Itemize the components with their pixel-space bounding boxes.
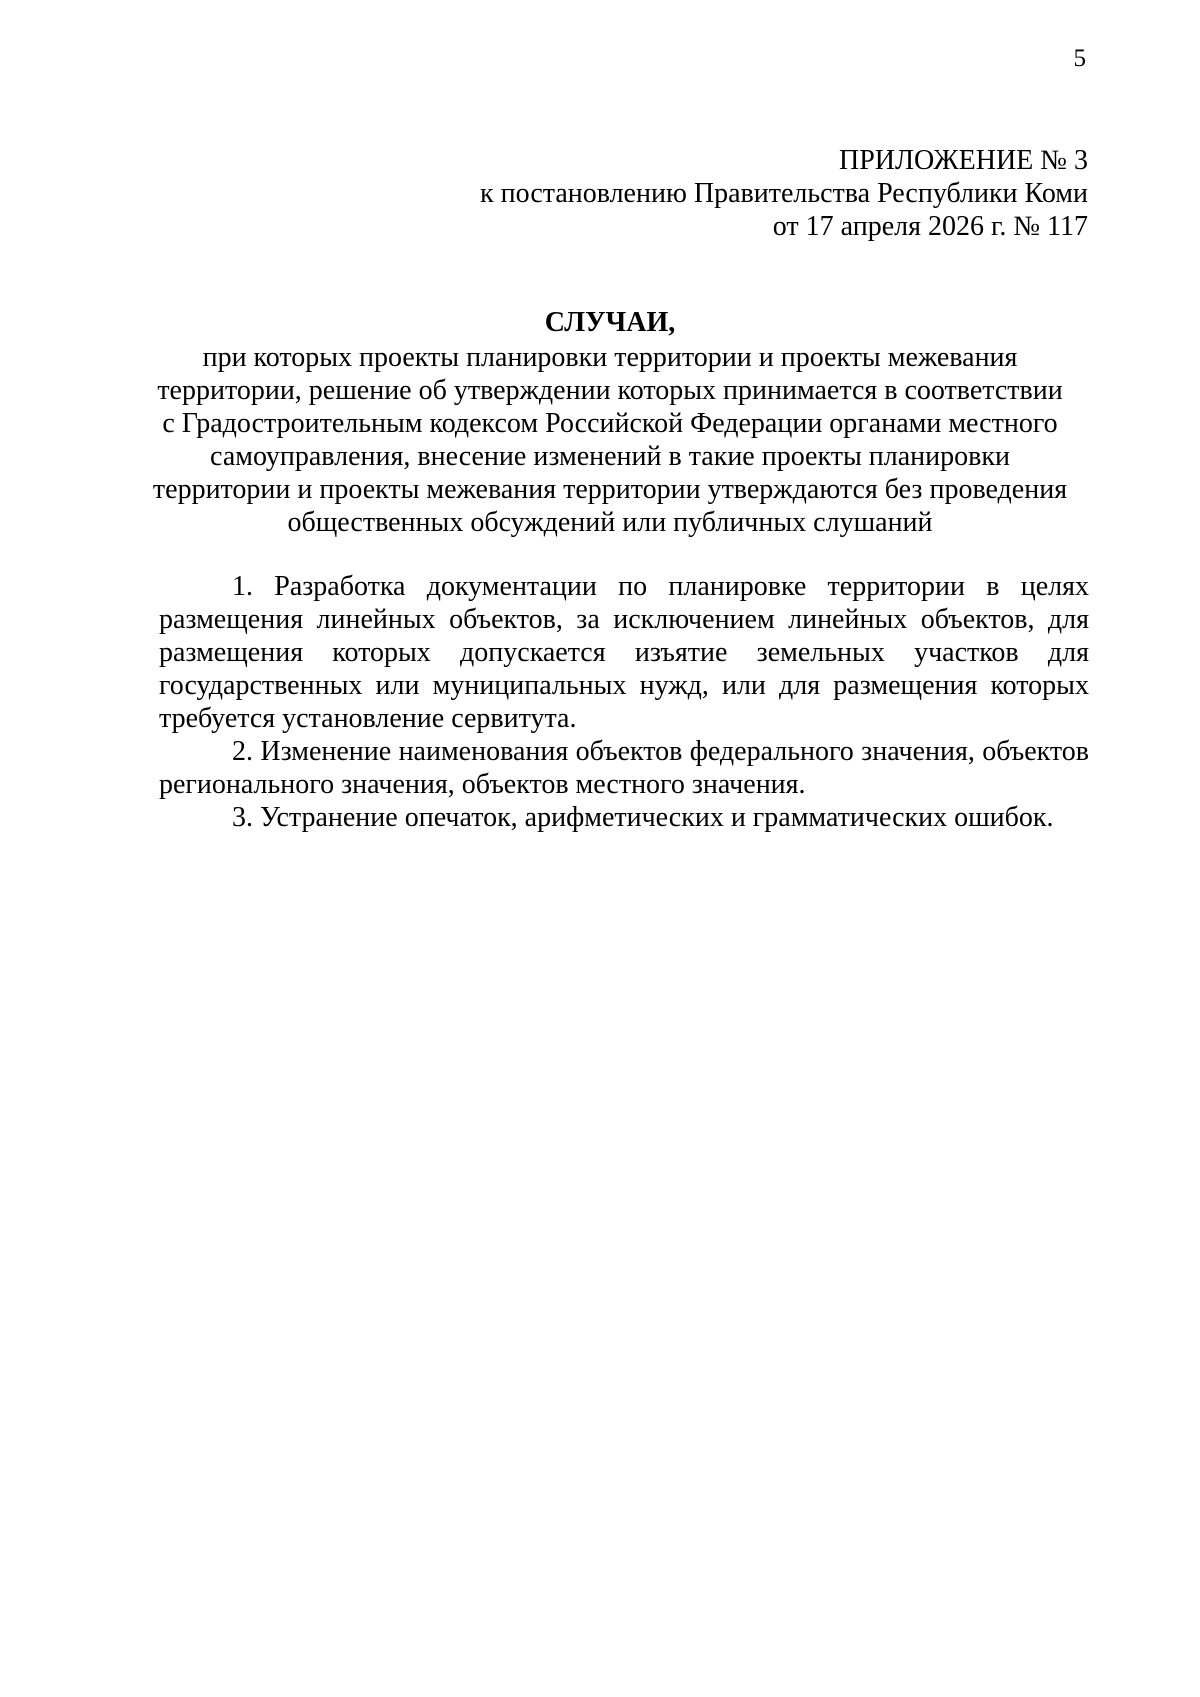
paragraph-1: 1. Разработка документации по планировке территории в целях размещения линейных объектов, за исключением линейных объектов, для размещения которых допускается изъятие земельных участков для государственных или муниципальных нужд, или для размещения которых требуется установление сервитута. [159, 571, 1089, 734]
appendix-header [480, 144, 1088, 243]
subtitle-line: общественных обсуждений или публичных слушаний [287, 507, 933, 538]
appendix-reference: к постановлению Правительства Республики Коми [480, 178, 1088, 209]
appendix-number: ПРИЛОЖЕНИЕ № 3 [839, 145, 1088, 176]
subtitle-line: территории, решение об утверждении которых принимается в соответствии [157, 375, 1063, 406]
appendix-date: от 17 апреля 2026 г. № 117 [772, 211, 1088, 242]
document-body [159, 570, 1089, 834]
subtitle-line: при которых проекты планировки территории и проекты межевания [202, 342, 1018, 373]
subtitle-line: с Градостроительным кодексом Российской Федерации органами местного [162, 408, 1058, 439]
subtitle-line: самоуправления, внесение изменений в такие проекты планировки [210, 441, 1010, 472]
paragraph-3: 3. Устранение опечаток, арифметических и грамматических ошибок. [232, 802, 1054, 833]
title-block [140, 306, 1080, 539]
page-number: 5 [1073, 45, 1086, 72]
document-subtitle [140, 341, 1080, 539]
subtitle-line: территории и проекты межевания территории утверждаются без проведения [152, 474, 1068, 505]
paragraph-2: 2. Изменение наименования объектов федерального значения, объектов регионального значения, объектов местного значения. [159, 736, 1089, 800]
document-title: СЛУЧАИ, [544, 307, 676, 338]
